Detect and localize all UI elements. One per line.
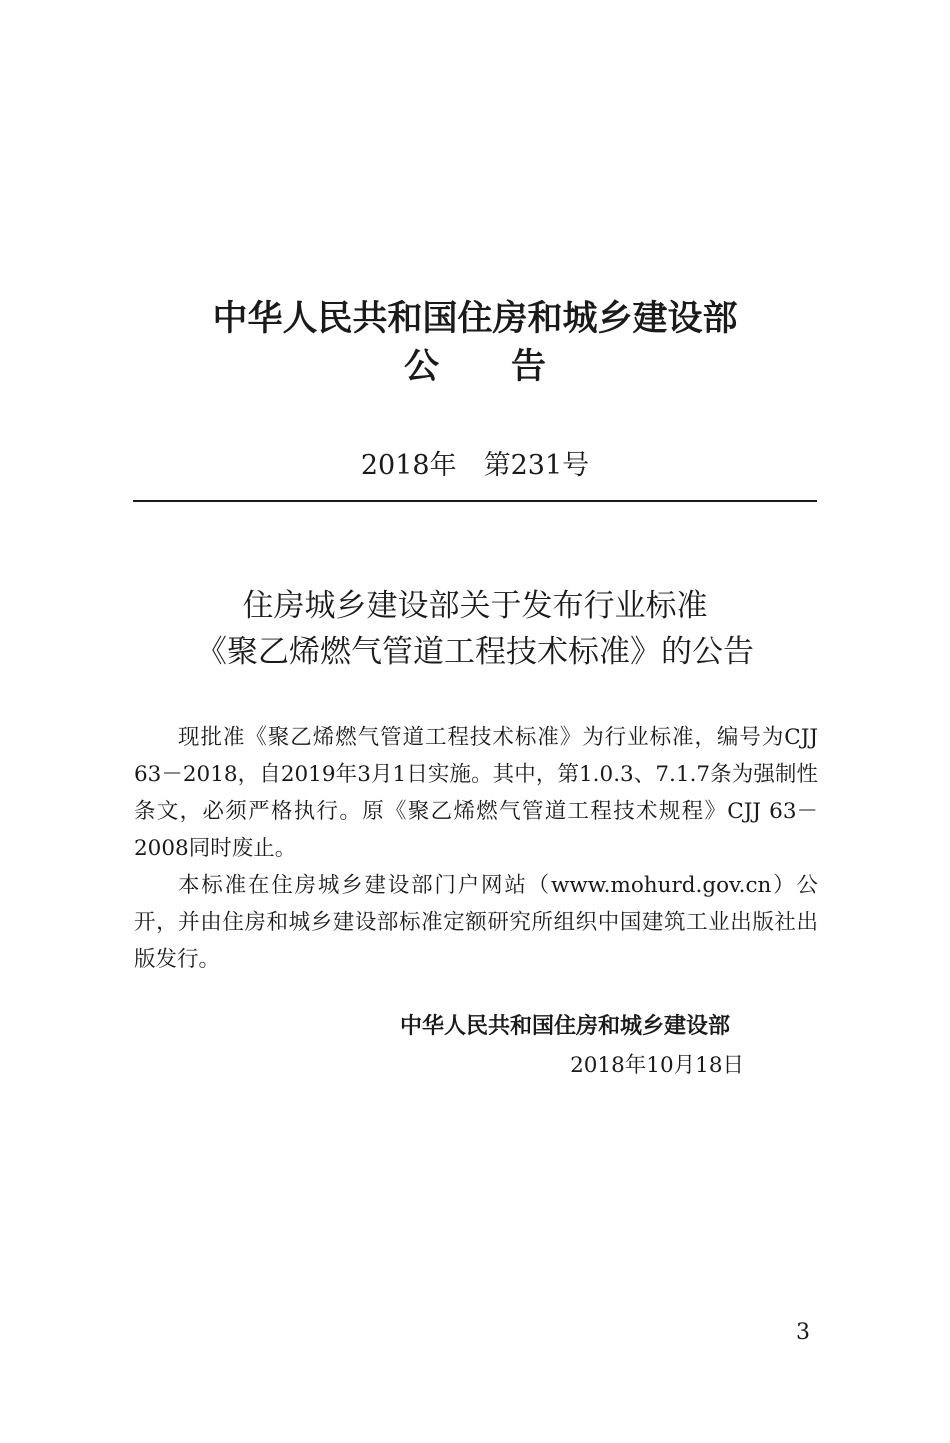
signature-organization: 中华人民共和国住房和城乡建设部 xyxy=(400,1014,731,1039)
headline-line-1: 住房城乡建设部关于发布行业标准 xyxy=(242,588,708,624)
issue-number: 2018年 第231号 xyxy=(360,450,590,481)
signature-date: 2018年10月18日 xyxy=(570,1053,744,1078)
ministry-title: 中华人民共和国住房和城乡建设部 xyxy=(212,299,738,339)
headline-line-2: 《聚乙烯燃气管道工程技术标准》的公告 xyxy=(196,634,754,670)
page-number: 3 xyxy=(796,1320,810,1345)
header-divider xyxy=(133,500,817,502)
body-paragraph-1: 现批准《聚乙烯燃气管道工程技术标准》为行业标准，编号为CJJ 63－2018，自2019年3月1日实施。其中，第1.0.3、7.1.7条为强制性条文，必须严格执行。原《聚乙烯燃气管道工程技术规程》CJJ 63－2008同时废止。 xyxy=(134,725,818,861)
notice-title: 公告 xyxy=(403,347,618,387)
body-paragraph-2: 本标准在住房城乡建设部门户网站（www.mohurd.gov.cn）公开，并由住房和城乡建设部标准定额研究所组织中国建筑工业出版社出版发行。 xyxy=(134,873,818,972)
